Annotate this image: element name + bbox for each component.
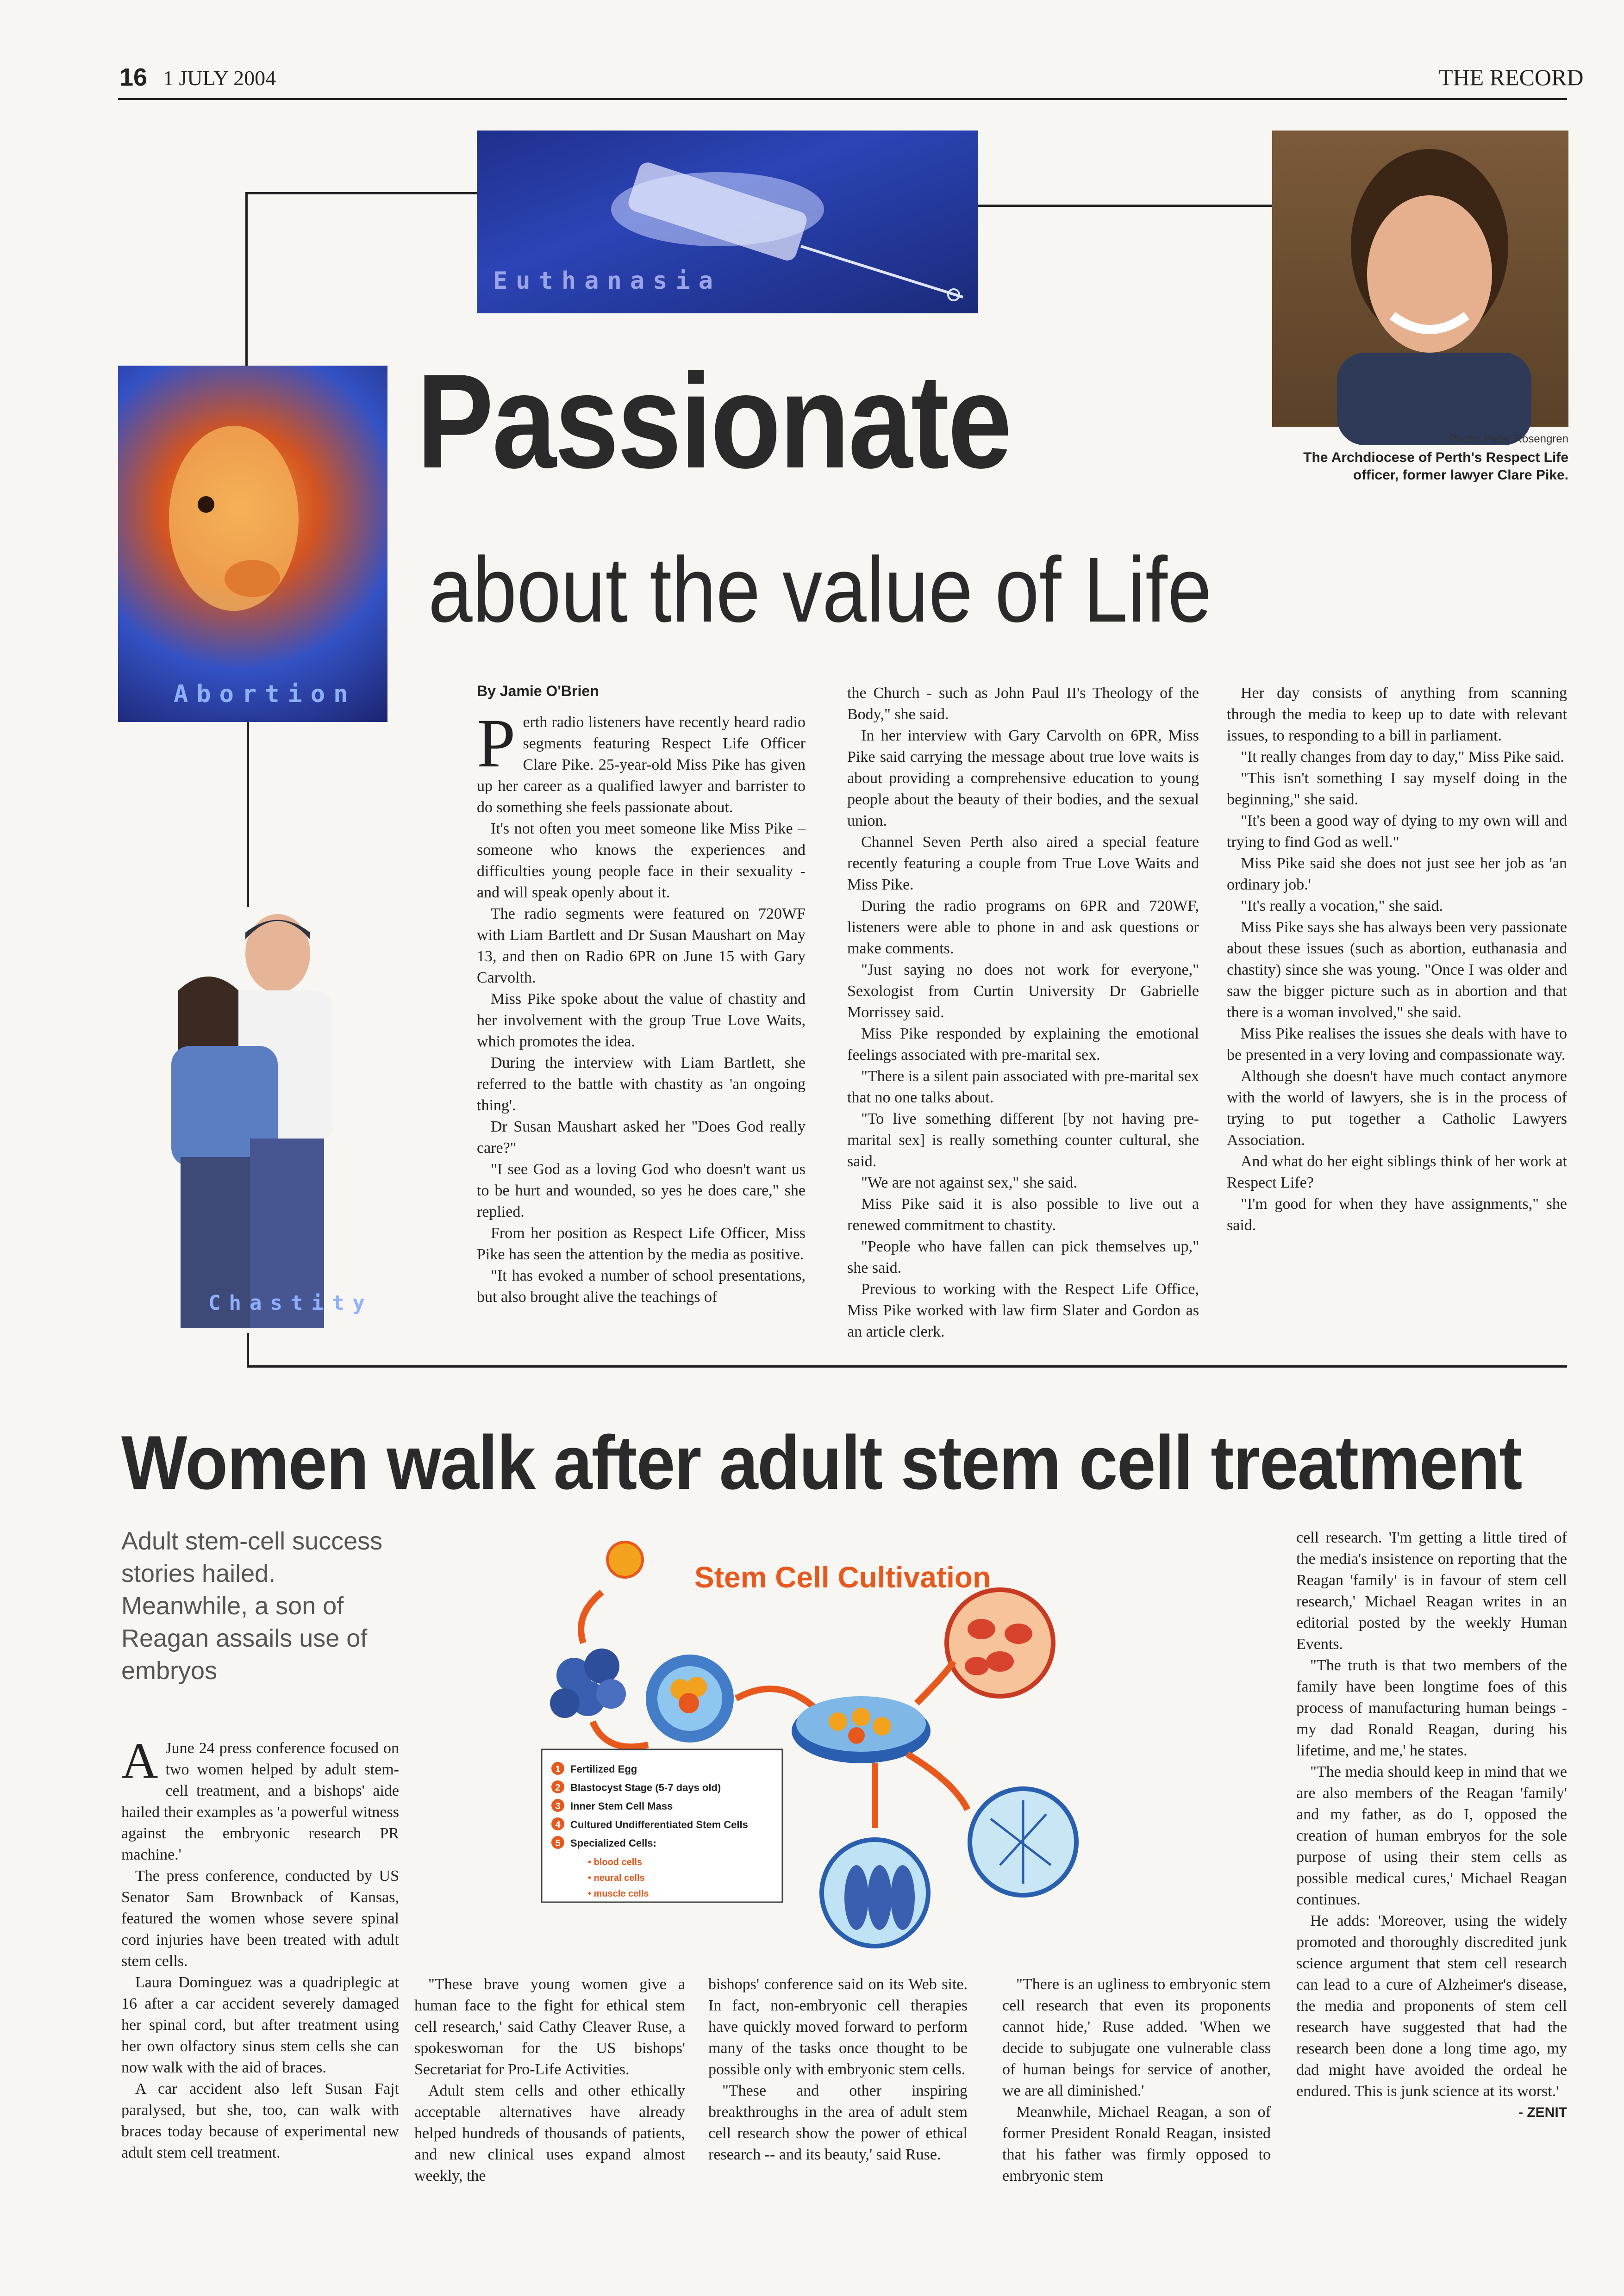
legend-label: Specialized Cells: (570, 1837, 656, 1849)
photo-caption: The Archdiocese of Perth's Respect Life officer, former lawyer Clare Pike. (1303, 450, 1568, 483)
article1-paragraph: During the interview with Liam Bartlett, she referred to the battle with chastity as 'an ongoing thing'. (477, 1054, 806, 1114)
article2-paragraph: Adult stem cells and other ethically acceptable alternatives have already helped hundreds of thousands of patients, and new clinical uses expand almost weekly, the (414, 2082, 685, 2184)
article1-column-2 (847, 683, 1199, 1343)
legend-label: Fertilized Egg (570, 1763, 637, 1775)
article1-paragraph: "We are not against sex," she said. (861, 1174, 1077, 1191)
blood-cells-sample (947, 1590, 1053, 1696)
connector-line (977, 205, 1273, 207)
photo-credit: Photo: Peter Rosengren (1449, 433, 1568, 445)
connector-line (245, 192, 248, 366)
article1-paragraph: Her day consists of anything from scanning through the media to keep up to date with relevant issues, to responding to a bill in parliament. (1227, 684, 1567, 744)
article2-standfirst: Adult stem-cell success stories hailed. Meanwhile, a son of Reagan assails use of embryos (121, 1527, 383, 1685)
legend-number: 3 (555, 1801, 561, 1811)
article1-paragraph: "This isn't something I say myself doing in the beginning," she said. (1227, 770, 1567, 808)
article2-paragraph: bishops' conference said on its Web site. In fact, non-embryonic cell therapies have quickly moved forward to perform many of the tasks once thought to be possible only with embryonic stem cells. (708, 1976, 968, 2078)
article2-paragraph: A car accident also left Susan Fajt paralysed, but she, too, can walk with braces today because of experimental new adult stem cell treatment. (121, 2080, 399, 2161)
article1-paragraph: erth radio listeners have recently heard radio segments featuring Respect Life Officer Clare Pike. 25-year-old Miss Pike has given up her career as a qualified lawyer and barrister to do something she feels passionate about. (477, 714, 806, 816)
article1-column-1 (477, 680, 806, 1308)
article1-paragraph: During the radio programs on 6PR and 720WF, listeners were able to phone in and ask questions or make comments. (847, 897, 1199, 957)
stem-cell-diagram (537, 1523, 1153, 1967)
article2-paragraph: "These brave young women give a human face to the fight for ethical stem cell research,' said Cathy Cleaver Ruse, a spokeswoman for the US bishops' Secretariat for Pro-Life Activities. (414, 1976, 685, 2078)
article2-column-2 (414, 1974, 685, 2187)
article1-paragraph: "I see God as a loving God who doesn't want us to be hurt and wounded, so yes he does care," she replied. (477, 1161, 806, 1220)
article1-column-3 (1227, 683, 1567, 1236)
article2-paragraph: "The truth is that two members of the family have been longtime foes of this process of manufacturing human beings - my dad Ronald Reagan, during his lifetime, and me,' he states. (1296, 1657, 1567, 1759)
publication-name: THE RECORD (1439, 64, 1584, 90)
abortion-image (118, 366, 387, 722)
arrow (917, 1661, 954, 1703)
article1-paragraph: "It really changes from day to day," Miss Pike said. (1241, 748, 1564, 765)
legend-label: Cultured Undifferentiated Stem Cells (570, 1819, 748, 1830)
connector-line (247, 720, 249, 928)
article2-paragraph: June 24 press conference focused on two women helped by adult stem-cell treatment, and a bishops' aide hailed their examples as 'a powerful witness against the embryonic research PR machine.' (121, 1740, 399, 1863)
chastity-label: Chastity (208, 1291, 373, 1315)
article1-paragraph: Miss Pike realises the issues she deals with have to be presented in a very loving and compassionate way. (1227, 1025, 1567, 1064)
couple-illustration (139, 907, 356, 1333)
legend-sublabel: • blood cells (588, 1857, 643, 1867)
article1-paragraph: "It has evoked a number of school presentations, but also brought alive the teachings of (477, 1267, 806, 1306)
article1-headline: Passionate (417, 346, 1011, 496)
arrow (907, 1754, 968, 1810)
legend-number: 2 (555, 1783, 561, 1793)
neural-cells-sample (970, 1789, 1076, 1895)
article1-subheadline: about the value of Life (428, 538, 1212, 641)
article1-paragraph: In her interview with Gary Carvolth on 6PR, Miss Pike said carrying the message about true love waits is about providing a comprehensive education to young people about the beauty of their bodies, and the sexual union. (847, 727, 1199, 829)
article1-paragraph: "People who have fallen can pick themselves up," she said. (847, 1238, 1199, 1276)
issue-date: 1 JULY 2004 (163, 66, 276, 90)
article1-paragraph: "There is a silent pain associated with pre-marital sex that no one talks about. (847, 1068, 1199, 1106)
arrow (581, 1592, 602, 1643)
legend-number: 5 (555, 1838, 561, 1848)
article1-paragraph: From her position as Respect Life Officer, Miss Pike has seen the attention by the media as positive. (477, 1225, 806, 1263)
article2-paragraph: Laura Dominguez was a quadriplegic at 16 after a car accident severely damaged her spinal cord, but after treatment using her own olfactory sinus stem cells she can now walk with the aid of braces. (121, 1974, 399, 2076)
article1-paragraph: Dr Susan Maushart asked her "Does God really care?" (477, 1118, 806, 1157)
arrow (736, 1689, 815, 1708)
embryo-illustration (118, 366, 387, 722)
article2-paragraph: "These and other inspiring breakthroughs in the area of adult stem cell research show the power of ethical research -- and its beauty,' said Ruse. (708, 2082, 968, 2163)
article2-dropcap: A (121, 1732, 158, 1789)
muscle-cells-sample (822, 1840, 928, 1946)
article1-paragraph: the Church - such as John Paul II's Theology of the Body," she said. (847, 684, 1199, 723)
article1-paragraph: "It's really a vocation," she said. (1241, 897, 1443, 915)
article1-dropcap: P (477, 705, 516, 782)
article-divider-rule (247, 1365, 1567, 1368)
article2-column-4 (1002, 1974, 1271, 2187)
article2-paragraph: Meanwhile, Michael Reagan, a son of former President Ronald Reagan, insisted that his father was firmly opposed to embryonic stem (1002, 2103, 1271, 2184)
clare-pike-photo (1272, 131, 1568, 427)
euthanasia-label: Euthanasia (493, 267, 722, 295)
stem-cell-figure (537, 1523, 1153, 1967)
article2-signoff: - ZENIT (1518, 2105, 1567, 2120)
article2-column-5 (1296, 1527, 1567, 2123)
article1-paragraph: "Just saying no does not work for everyone," Sexologist from Curtin University Dr Gabrielle Morrissey said. (847, 961, 1199, 1021)
article1-paragraph: The radio segments were featured on 720WF with Liam Bartlett and Dr Susan Maushart on May 13, and then on Radio 6PR on June 15 with Gary Carvolth. (477, 905, 806, 986)
abortion-label: Abortion (174, 680, 356, 708)
blastocyst-cluster (550, 1649, 626, 1718)
article1-paragraph: "To live something different [by not having pre-marital sex] is really something counter cultural, she said. (847, 1110, 1199, 1170)
article1-paragraph: Miss Pike said it is also possible to live out a renewed commitment to chastity. (847, 1195, 1199, 1234)
article1-paragraph: It's not often you meet someone like Miss Pike – someone who knows the experiences and difficulties young people face in their sexuality - and will speak openly about it. (477, 820, 806, 901)
page-number: 16 (119, 63, 148, 91)
arrow (593, 1722, 648, 1747)
article2-headline: Women walk after adult stem cell treatment (121, 1420, 1522, 1505)
article1-byline: By Jamie O'Brien (477, 683, 599, 699)
article2-paragraph: "The media should keep in mind that we are also members of the Reagan 'family' and my father, as do I, opposed the creation of human embryos for the sole purpose of using their stem cells as possible medical cures,' Michael Reagan continues. (1296, 1763, 1567, 1908)
legend-label: Blastocyst Stage (5-7 days old) (570, 1782, 721, 1793)
article2-column-1 (121, 1732, 399, 2164)
inner-cell-mass (646, 1655, 734, 1742)
diagram-title: Stem Cell Cultivation (694, 1561, 991, 1594)
article1-paragraph: "I'm good for when they have assignments," she said. (1227, 1195, 1567, 1234)
article1-paragraph: Miss Pike spoke about the value of chastity and her involvement with the group True Love Waits, which promotes the idea. (477, 990, 806, 1050)
article2-column-3 (708, 1974, 968, 2165)
article2-paragraph: cell research. 'I'm getting a little tired of the media's insistence on reporting that the Reagan 'family' is in favour of stem cell research,' Michael Reagan writes in an editorial posted by the weekly Human Events. (1296, 1529, 1567, 1653)
article1-paragraph: "It's been a good way of dying to my own will and trying to find God as well." (1227, 812, 1567, 851)
article1-paragraph: And what do her eight siblings think of her work at Respect Life? (1227, 1153, 1567, 1191)
legend-label: Inner Stem Cell Mass (570, 1800, 673, 1812)
legend-number: 4 (555, 1820, 561, 1830)
article1-paragraph: Miss Pike says she has always been very passionate about these issues (such as abortion, euthanasia and chastity) since she was young. "Once I was older and saw the bigger picture such as in abortion and that there is a woman involved," she said. (1227, 919, 1567, 1021)
article1-paragraph: Miss Pike said she does not just see her job as 'an ordinary job.' (1227, 855, 1567, 893)
article2-paragraph: "There is an ugliness to embryonic stem cell research that even its proponents cannot hide,' Ruse added. 'When we decide to subjugate one vulnerable class of human beings for service of another, we are all diminished.' (1002, 1976, 1271, 2099)
header-rule (118, 98, 1567, 100)
legend-sublabel: • neural cells (588, 1873, 645, 1883)
portrait-illustration (1272, 131, 1568, 427)
article2-paragraph: He adds: 'Moreover, using the widely promoted and thoroughly discredited junk science argument that stem cell research can lead to a cure of Alzheimer's disease, the media and proponents of stem cell research have suggested that had the research been done a long time ago, my dad might have avoided the ordeal he endured. This is junk science at its worst.' (1296, 1912, 1567, 2100)
euthanasia-image (477, 131, 978, 313)
article1-paragraph: Miss Pike responded by explaining the emotional feelings associated with pre-marital sex. (847, 1025, 1199, 1064)
article1-paragraph: Previous to working with the Respect Life Office, Miss Pike worked with law firm Slater and Gordon as an article clerk. (847, 1281, 1199, 1340)
article2-paragraph: The press conference, conducted by US Senator Sam Brownback of Kansas, featured the women whose severe spinal cord injuries have been treated with adult stem cells. (121, 1867, 399, 1970)
legend-sublabel: • muscle cells (588, 1889, 649, 1899)
fertilized-egg (607, 1542, 643, 1577)
chastity-image (139, 907, 373, 1333)
article1-paragraph: Although she doesn't have much contact anymore with the world of lawyers, she is in the process of trying to put together a Catholic Lawyers Association. (1227, 1068, 1567, 1149)
article1-paragraph: Channel Seven Perth also aired a special feature recently featuring a couple from True Love Waits and Miss Pike. (847, 834, 1199, 893)
legend-number: 1 (555, 1764, 561, 1774)
connector-line (245, 192, 479, 194)
